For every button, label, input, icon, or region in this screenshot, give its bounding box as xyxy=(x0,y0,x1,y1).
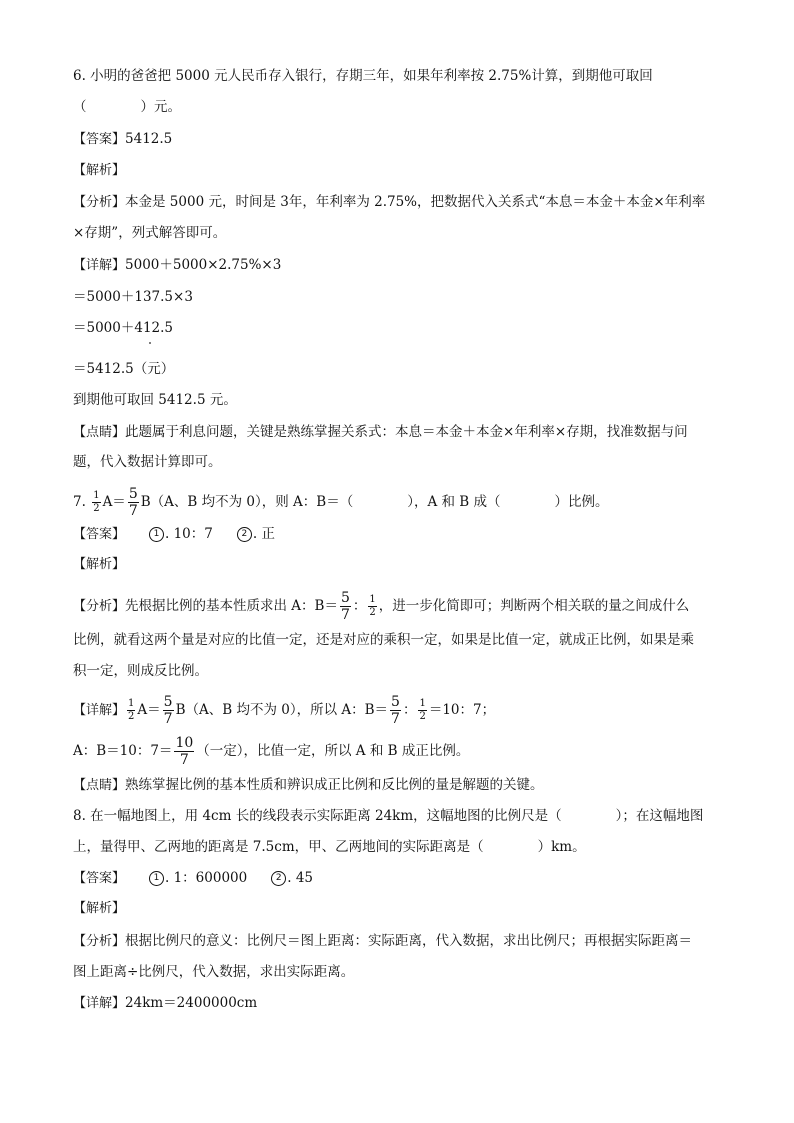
fenxi-text: 本金是 5000 元，时间是 3年，年利率为 2.75%，把数据代入关系式“本息＝本金＋本金×年利率 xyxy=(125,194,706,210)
q8-answer xyxy=(73,868,313,889)
answer-value: 5412.5 xyxy=(125,131,173,147)
xiangjie-expr: 24km＝2400000cm xyxy=(125,995,258,1011)
colon: ： xyxy=(352,598,367,614)
answer-2: . 正 xyxy=(252,526,275,542)
q8-xiangjie xyxy=(73,993,257,1014)
xiangjie-label: 【详解】 xyxy=(73,703,126,718)
denominator: 2 xyxy=(419,711,426,722)
dianjing-text: 此题属于利息问题，关键是熟练掌握关系式：本息＝本金＋本金×年利率×存期，找准数据与问 xyxy=(125,424,688,440)
q7-xiangjie-line1 xyxy=(73,695,495,726)
numerator: 1 xyxy=(419,698,426,709)
numerator: 5 xyxy=(340,590,350,606)
q8-fenxi-line2: 图上距离÷比例尺，代入数据，求出实际距离。 xyxy=(73,964,355,980)
fenxi-text-b: ，进一步化简即可；判断两个相关联的量之间成什么 xyxy=(378,598,690,614)
fraction-ten-sevenths xyxy=(174,736,194,767)
fraction-five-sevenths xyxy=(390,695,401,726)
answer-label: 【答案】 xyxy=(73,871,126,886)
answer-2: . 45 xyxy=(287,870,313,886)
denominator: 7 xyxy=(340,607,350,623)
q7-a-equals: A＝ xyxy=(137,702,161,718)
circled-number-2: 2 xyxy=(237,527,252,542)
xiangjie-expr: 5000＋5000×2.75%×3 xyxy=(125,257,282,273)
xiangjie-label: 【详解】 xyxy=(73,258,126,273)
dianjing-text: 熟练掌握比例的基本性质和辨识成正比例和反比例的量是解题的关键。 xyxy=(125,777,544,793)
q6-stem-line1: 6. 小明的爸爸把 5000 元人民币存入银行，存期三年，如果年利率按 2.75%计算，到期他可取回 xyxy=(73,68,653,84)
q6-fenxi-line1 xyxy=(73,192,705,213)
numerator: 10 xyxy=(175,735,194,751)
q7-jiexi-label: 【解析】 xyxy=(73,557,126,572)
xiangjie2-a: A：B＝10：7＝ xyxy=(73,743,173,759)
q6-jiexi-label: 【解析】 xyxy=(73,163,126,178)
answer-label: 【答案】 xyxy=(73,527,126,542)
q8-stem-line2: 上，量得甲、乙两地的距离是 7.5cm，甲、乙两地间的实际距离是（ ）km。 xyxy=(73,839,586,855)
colon: ： xyxy=(402,702,417,718)
q7-fenxi-line2: 比例，就看这两个量是对应的比值一定，还是对应的乘积一定，如果是比值一定，就成正比例，如果是乘 xyxy=(73,632,694,648)
q6-stem-line2: （ ）元。 xyxy=(73,99,181,115)
fenxi-label: 【分析】 xyxy=(73,599,126,614)
q6-step-3: ＝5000＋412.5 xyxy=(73,320,174,336)
q7-fenxi-line1 xyxy=(73,591,689,622)
fenxi-label: 【分析】 xyxy=(73,195,126,210)
fraction-one-half xyxy=(127,699,135,722)
fraction-five-sevenths xyxy=(340,591,351,622)
numerator: 5 xyxy=(128,486,138,502)
circled-number-1: 1 xyxy=(149,871,164,886)
q8-stem-line1: 8. 在一幅地图上，用 4cm 长的线段表示实际距离 24km，这幅地图的比例尺是（ ）；在这幅地图 xyxy=(73,808,704,824)
denominator: 7 xyxy=(179,752,189,768)
xiangjie-end: ＝10：7； xyxy=(428,702,496,718)
fraction-five-sevenths xyxy=(128,487,139,518)
stray-dot xyxy=(149,342,151,344)
q6-xiangjie xyxy=(73,255,281,276)
dianjing-label: 【点睛】 xyxy=(73,425,126,440)
fraction-one-half xyxy=(368,595,376,618)
xiangjie2-b: （一定），比值一定，所以 A 和 B 成正比例。 xyxy=(196,743,470,759)
q7-stem xyxy=(73,487,609,518)
numerator: 1 xyxy=(93,490,100,501)
denominator: 7 xyxy=(163,711,173,727)
q6-step-2: ＝5000＋137.5×3 xyxy=(73,289,193,305)
q6-conclusion: 到期他可取回 5412.5 元。 xyxy=(73,392,237,408)
fenxi-text: 根据比例尺的意义：比例尺＝图上距离：实际距离，代入数据，求出比例尺；再根据实际距离＝ xyxy=(125,933,693,949)
answer-label: 【答案】 xyxy=(73,132,126,147)
numerator: 5 xyxy=(163,694,173,710)
fenxi-label: 【分析】 xyxy=(73,934,126,949)
q6-fenxi-line2: ×存期”，列式解答即可。 xyxy=(73,225,227,241)
q7-dianjing xyxy=(73,775,544,796)
fraction-one-half xyxy=(92,491,100,514)
q8-jiexi-label: 【解析】 xyxy=(73,901,126,916)
dianjing-label: 【点睛】 xyxy=(73,778,126,793)
q7-stem-rest: B（A、B 均不为 0），则 A：B＝（ ），A 和 B 成（ ）比例。 xyxy=(140,494,609,510)
fraction-one-half xyxy=(418,699,426,722)
numerator: 5 xyxy=(391,694,400,710)
numerator: 1 xyxy=(128,698,135,709)
xiangjie-label: 【详解】 xyxy=(73,996,126,1011)
numerator: 1 xyxy=(369,594,376,605)
xiangjie-mid: B（A、B 均不为 0），所以 A：B＝ xyxy=(175,702,389,718)
q7-xiangjie-line2 xyxy=(73,736,469,767)
q6-answer xyxy=(73,129,172,150)
q7-a-equals: A＝ xyxy=(102,494,126,510)
q7-fenxi-line3: 积一定，则成反比例。 xyxy=(73,663,208,679)
denominator: 2 xyxy=(93,503,100,514)
fraction-five-sevenths xyxy=(163,695,174,726)
q6-dianjing-line1 xyxy=(73,422,688,443)
q6-step-4: ＝5412.5（元） xyxy=(73,361,175,377)
denominator: 7 xyxy=(391,711,400,727)
q7-number: 7. xyxy=(73,494,86,510)
fenxi-text-a: 先根据比例的基本性质求出 A：B＝ xyxy=(125,598,338,614)
q7-answer xyxy=(73,524,275,545)
denominator: 7 xyxy=(128,503,138,519)
answer-1: . 1：600000 xyxy=(165,870,248,886)
q8-fenxi-line1 xyxy=(73,931,692,952)
q6-dianjing-line2: 题，代入数据计算即可。 xyxy=(73,454,222,470)
circled-number-1: 1 xyxy=(149,527,164,542)
circled-number-2: 2 xyxy=(271,871,286,886)
answer-1: . 10：7 xyxy=(165,526,213,542)
denominator: 2 xyxy=(369,607,376,618)
denominator: 2 xyxy=(128,711,135,722)
